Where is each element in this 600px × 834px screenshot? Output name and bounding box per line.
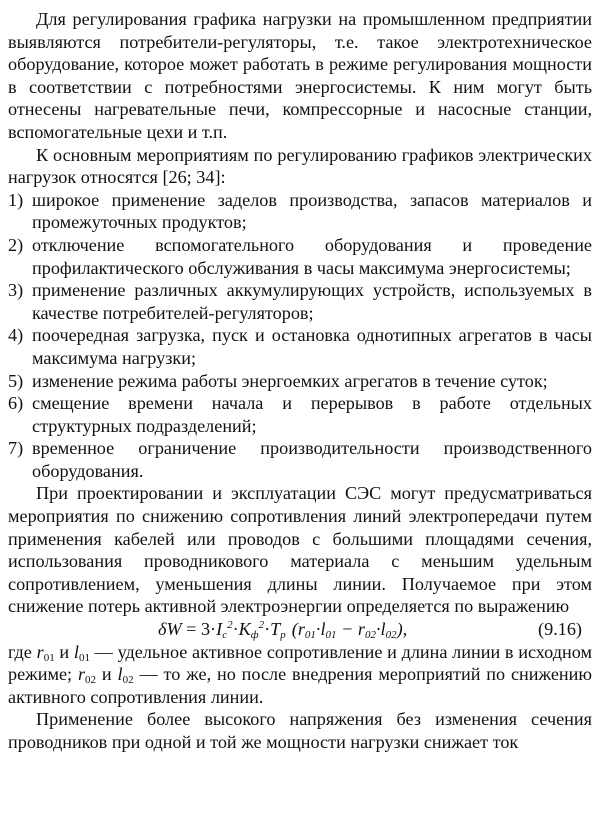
list-item-text: изменение режима работы энергоемких агрегатов в течение суток;	[32, 370, 548, 391]
measures-list	[8, 189, 592, 483]
list-item-number: 7)	[8, 438, 24, 459]
paragraph-line-resistance: При проектировании и эксплуатации СЭС могут предусматриваться мероприятия по снижению сопротивления линий электропередачи путем применения кабелей или проводов с большими площадями сечения, использования проводникового материала с меньшим удельным сопротивлением, уменьшения длины линии. Получаемое при этом снижение потерь активной электроэнергии определяется по выражению	[8, 483, 592, 617]
equation-number: (9.16)	[538, 619, 582, 640]
list-item	[8, 324, 592, 369]
list-item	[8, 279, 592, 324]
list-item-number: 5)	[8, 370, 24, 391]
list-item	[8, 437, 592, 482]
paragraph-formula-legend: где $r_{01}$ и $l_{01}$ — удельное активное сопротивление и длина линии в исходном режиме; $r_{02}$ и $l_{02}$ — то же, но после внедрения мероприятий по снижению активного сопротивления линии.	[8, 641, 592, 707]
list-item	[8, 189, 592, 234]
list-item-text: временное ограничение производительности производственного оборудования.	[32, 438, 592, 481]
list-item-text: широкое применение заделов производства, запасов материалов и промежуточных продуктов;	[32, 189, 592, 233]
list-item-number: 6)	[8, 393, 24, 414]
list-item-text: поочередная загрузка, пуск и остановка однотипных агрегатов в часы максимума нагрузки;	[32, 325, 592, 368]
list-item	[8, 370, 592, 393]
list-item-number: 1)	[8, 189, 24, 210]
paragraph-load-regulation: Для регулирования графика нагрузки на промышленном предприятии выявляются потребители-регуляторы, т.е. такое электротехническое оборудование, которое может работать в режиме регулирования мощности в соответствии с потребностями энергосистемы. К ним могут быть отнесены нагревательные печи, компрессорные и насосные станции, вспомогательные цехи и т.п.	[8, 9, 592, 142]
list-item-text: смещение времени начала и перерывов в работе отдельных структурных подразделений;	[32, 393, 592, 436]
list-item-text: отключение вспомогательного оборудования и проведение профилактического обслуживания в часы максимума энергосистемы;	[32, 234, 592, 278]
paragraph-measures-intro: К основным мероприятиям по регулированию графиков электрических нагрузок относятся [26; 34]:	[8, 144, 592, 188]
list-item-number: 4)	[8, 325, 24, 346]
list-item	[8, 234, 592, 279]
formula-expression: $\delta W = 3\cdot I_c^2\cdot K_ф^2\cdot T_р$ $(r_{01}\cdot l_{01} - r_{02}\cdot l_{02})$,	[158, 619, 408, 642]
paragraph-higher-voltage: Применение более высокого напряжения без изменения сечения проводников при одной и той же мощности нагрузки снижает ток	[8, 709, 592, 752]
list-item-text: применение различных аккумулирующих устройств, используемых в качестве потребителей-регуляторов;	[32, 280, 592, 323]
list-item-number: 3)	[8, 280, 24, 301]
list-item	[8, 392, 592, 437]
list-item-number: 2)	[8, 234, 24, 255]
formula-9-16	[8, 618, 592, 641]
